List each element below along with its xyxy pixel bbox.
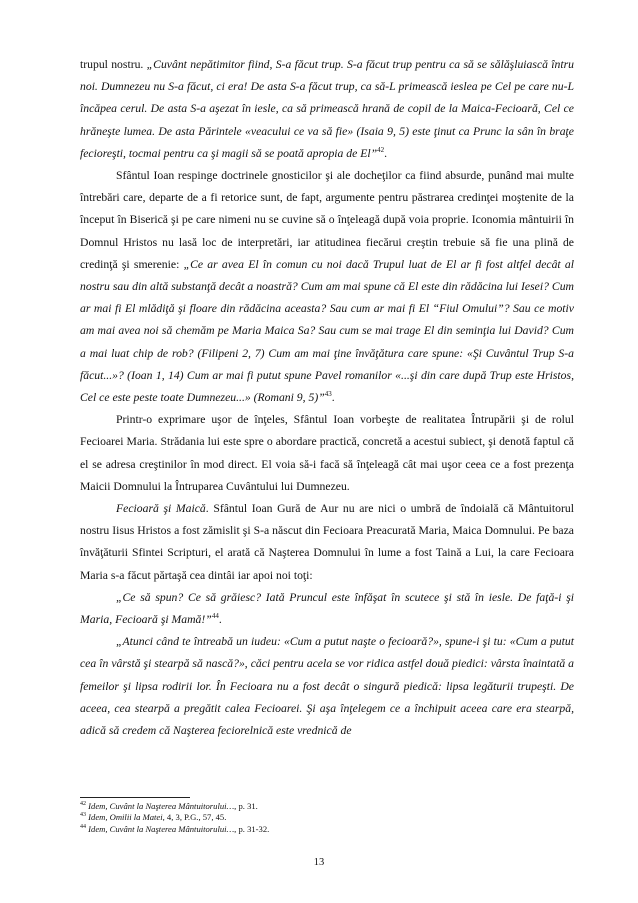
page-number: 13 [313, 857, 325, 868]
footnote-44 [80, 824, 574, 835]
footnote-title: Idem, Omilii la Matei [88, 812, 163, 823]
quote-text: căci pentru acela se vor ridica astfel două piedici: vârsta înaintată a femeilor şi lipsa rodirii lor. În Fecioara nu a fost decât o singură piedică: lipsa legăturii trupeşti. De aceea, cea stearpă a pregătit calea Fecioarei. Şi aşa înţelegem ce a închipuit aceea care era stearpă, adică să credem că Naşterea feciorelnică este vrednică de [80, 657, 575, 738]
footnotes [80, 797, 574, 835]
footnote-43 [80, 812, 574, 823]
footnote-number: 44 [80, 823, 86, 830]
footnote-divider [80, 797, 190, 798]
quote-text: „Atunci când te întreabă un iudeu: «Cum a putut naşte o fecioară?», spune-i şi tu: «Cum a putut cea în vârstă şi stearpă să nască?» [80, 635, 574, 671]
footnote-detail: , p. 31. [234, 801, 258, 811]
punctuation: . [218, 613, 222, 627]
footnote-detail: , p. 31-32. [234, 823, 270, 834]
quote-text: „Cuvânt nepătimitor fiind, S-a făcut trup. S-a făcut trup pentru ca să se sălăşluiască întru noi. Dumnezeu nu S-a făcut, ci era! De asta S-a făcut trup, ca să-L primească ieslea pe Cel pe care nu-L încăpea cerul. De asta S-a aşezat în iesle, ca să primească hrană de copil de la Maica-Fecioară, Cel ce hrăneşte lumea. De asta Părintele «veacului ce va să fie» (Isaia 9, 5) este ţinut ca Prunc la sân în braţe fecioreşti, tocmai pentru ca şi magii să se poată apropia de El” [80, 58, 575, 160]
paragraph-2-text: Sfântul Ioan respinge doctrinele gnosticilor şi ale docheţilor ca fiind absurde, punând mai multe întrebări care, departe de a fi retorice sunt, de fapt, argumente pentru păstrarea credinţei moştenite de la început în Biserică şi pe care nimeni nu se cuvine să o înţeleagă după voia proprie. Iconomia mântuirii în Domnul Hristos nu lasă loc de interpretări, iar atitudinea fiecărui creştin trebuie să fie una plină de credinţă şi smerenie: [80, 169, 574, 271]
paragraph-5 [80, 587, 574, 631]
quote-text: „Ce ar avea El în comun cu noi dacă Trupul luat de El ar fi fost altfel decât al nostru sau din altă substanţă decât a noastră? Cum am mai spune că El este din rădăcina lui Iesei? Cum ar mai fi El mlădiţă şi floare din rădăcina aceasta? Sau cum ar mai fi El “Fiul Omului”? Sau ce motiv am mai avea noi să chemăm pe Maria Maica Sa? Sau cum se mai trage El din seminţia lui David? Cum a mai luat chip de rob? (Filipeni 2, 7) Cum am mai ţine învăţătura care spune: «Şi Cuvântul Trup S-a făcut...»? (Ioan 1, 14) Cum ar mai fi putut spune Pavel romanilor «...şi din care după Trup este Hristos, Cel ce este peste toate Dumnezeu...» (Romani 9, 5)” [80, 257, 574, 405]
section-heading-inline: Fecioară şi Maică [116, 502, 206, 516]
paragraph-6 [80, 631, 574, 742]
punctuation: , [244, 657, 251, 671]
paragraph-4 [80, 498, 574, 587]
footnote-detail: , 4, 3, P.G., 57, 45. [162, 812, 227, 823]
footnote-title: Idem, Cuvânt la Naşterea Mântuitorului… [88, 823, 235, 834]
footnote-ref[interactable]: 44 [211, 612, 219, 621]
footnote-title: Idem, Cuvânt la Naşterea Mântuitorului… [88, 801, 235, 811]
punctuation: . [384, 146, 388, 160]
paragraph-1 [80, 54, 574, 165]
footnote-ref[interactable]: 42 [377, 145, 385, 154]
paragraph-3 [80, 409, 574, 498]
body-text [80, 54, 574, 742]
footnote-ref[interactable]: 43 [324, 390, 332, 399]
paragraph-2 [80, 165, 574, 409]
paragraph-4-text: . Sfântul Ioan Gură de Aur nu are nici o umbră de îndoială că Mântuitorul nostru Iisus Hristos a fost zămislit şi S-a născut din Fecioara Preacurată Maria, Maica Domnului. Pe baza învăţăturii Sfintei Scripturi, el arată că Naşterea Domnului în lume a fost Taină a Lui, la care Fecioara Maria s-a făcut părtaşă cea dintâi iar apoi noi toţi: [80, 502, 575, 582]
quote-text: „Ce să spun? Ce să grăiesc? Iată Pruncul este înfăşat în scutece şi stă în iesle. De faţă-i şi Maria, Fecioară şi Mamă!” [80, 590, 574, 627]
footnote-number: 43 [80, 812, 86, 819]
footnote-number: 42 [80, 801, 86, 808]
footnote-42 [80, 801, 574, 812]
paragraph-1-text: trupul nostru. [80, 58, 147, 71]
punctuation: . [331, 391, 335, 405]
paragraph-3-text: Printr-o exprimare uşor de înţeles, Sfântul Ioan vorbeşte de realitatea Întrupării şi de rolul Fecioarei Maria. Strădania lui este spre o abordare practică, concretă a acestui subiect, şi denotă faptul că el se adresa creştinilor în mod direct. El voia să-i facă să înţeleagă cât mai uşor ceea ce a fost prezenţa Maicii Domnului la Întruparea Cuvântului lui Dumnezeu. [80, 413, 574, 493]
